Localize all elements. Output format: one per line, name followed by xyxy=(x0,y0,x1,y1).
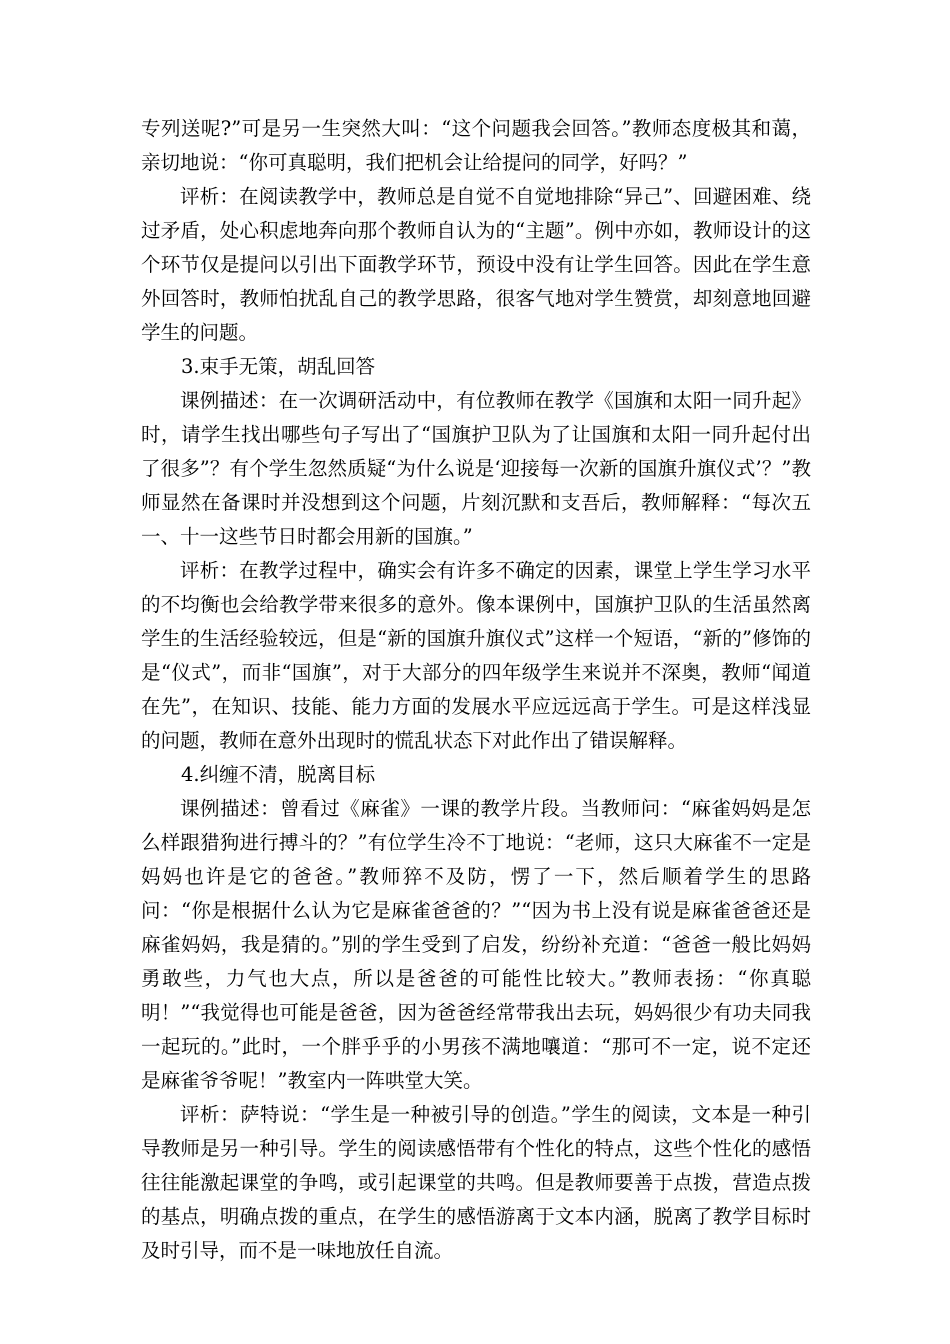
paragraph-analysis-4: 评析：萨特说：“学生是一种被引导的创造。”学生的阅读，文本是一种引导教师是另一种引导。学生的阅读感悟带有个性化的特点，这些个性化的感悟往往能激起课堂的争鸣，或引起课堂的共鸣。但是教师要善于点拨，营造点拨的基点，明确点拨的重点，在学生的感悟游离于文本内涵，脱离了教学目标时及时引导，而不是一味地放任自流。 xyxy=(141,1103,811,1262)
paragraph-case-4: 课例描述：曾看过《麻雀》一课的教学片段。当教师问：“麻雀妈妈是怎么样跟猎狗进行搏斗的？”有位学生冷不丁地说：“老师，这只大麻雀不一定是妈妈也许是它的爸爸。”教师猝不及防，愣了一下，然后顺着学生的思路问：“你是根据什么认为它是麻雀爸爸的？”“因为书上没有说是麻雀爸爸还是麻雀妈妈，我是猜的。”别的学生受到了启发，纷纷补充道：“爸爸一般比妈妈勇敢些，力气也大点，所以是爸爸的可能性比较大。”教师表扬：“你真聪明！”“我觉得也可能是爸爸，因为爸爸经常带我出去玩，妈妈很少有功夫同我一起玩的。”此时，一个胖乎乎的小男孩不满地嚷道：“那可不一定，说不定还是麻雀爷爷呢！”教室内一阵哄堂大笑。 xyxy=(141,797,811,1092)
paragraph-analysis-3: 评析：在教学过程中，确实会有许多不确定的因素，课堂上学生学习水平的不均衡也会给教学带来很多的意外。像本课例中，国旗护卫队的生活虽然离学生的生活经验较远，但是“新的国旗升旗仪式”这样一个短语，“新的”修饰的是“仪式”，而非“国旗”，对于大部分的四年级学生来说并不深奥，教师“闻道在先”，在知识、技能、能力方面的发展水平应远远高于学生。可是这样浅显的问题，教师在意外出现时的慌乱状态下对此作出了错误解释。 xyxy=(141,559,811,752)
section-heading-4: 4.纠缠不清，脱离目标 xyxy=(181,763,376,786)
paragraph-continuation: 专列送呢?”可是另一生突然大叫：“这个问题我会回答。”教师态度极其和蔼，亲切地说：“你可真聪明，我们把机会让给提问的同学，好吗？” xyxy=(141,117,811,174)
document-body xyxy=(141,112,811,1268)
section-heading-3: 3.束手无策，胡乱回答 xyxy=(181,355,376,378)
paragraph-analysis-2: 评析：在阅读教学中，教师总是自觉不自觉地排除“异己”、回避困难、绕过矛盾，处心积虑地奔向那个教师自认为的“主题”。例中亦如，教师设计的这个环节仅是提问以引出下面教学环节，预设中没有让学生回答。因此在学生意外回答时，教师怕扰乱自己的教学思路，很客气地对学生赞赏，却刻意地回避学生的问题。 xyxy=(141,185,811,344)
paragraph-case-3: 课例描述：在一次调研活动中，有位教师在教学《国旗和太阳一同升起》时，请学生找出哪些句子写出了“国旗护卫队为了让国旗和太阳一同升起付出了很多”？有个学生忽然质疑“为什么说是‘迎接每一次新的国旗升旗仪式’？”教师显然在备课时并没想到这个问题，片刻沉默和支吾后，教师解释：“每次五一、十一这些节日时都会用新的国旗。” xyxy=(141,389,811,548)
